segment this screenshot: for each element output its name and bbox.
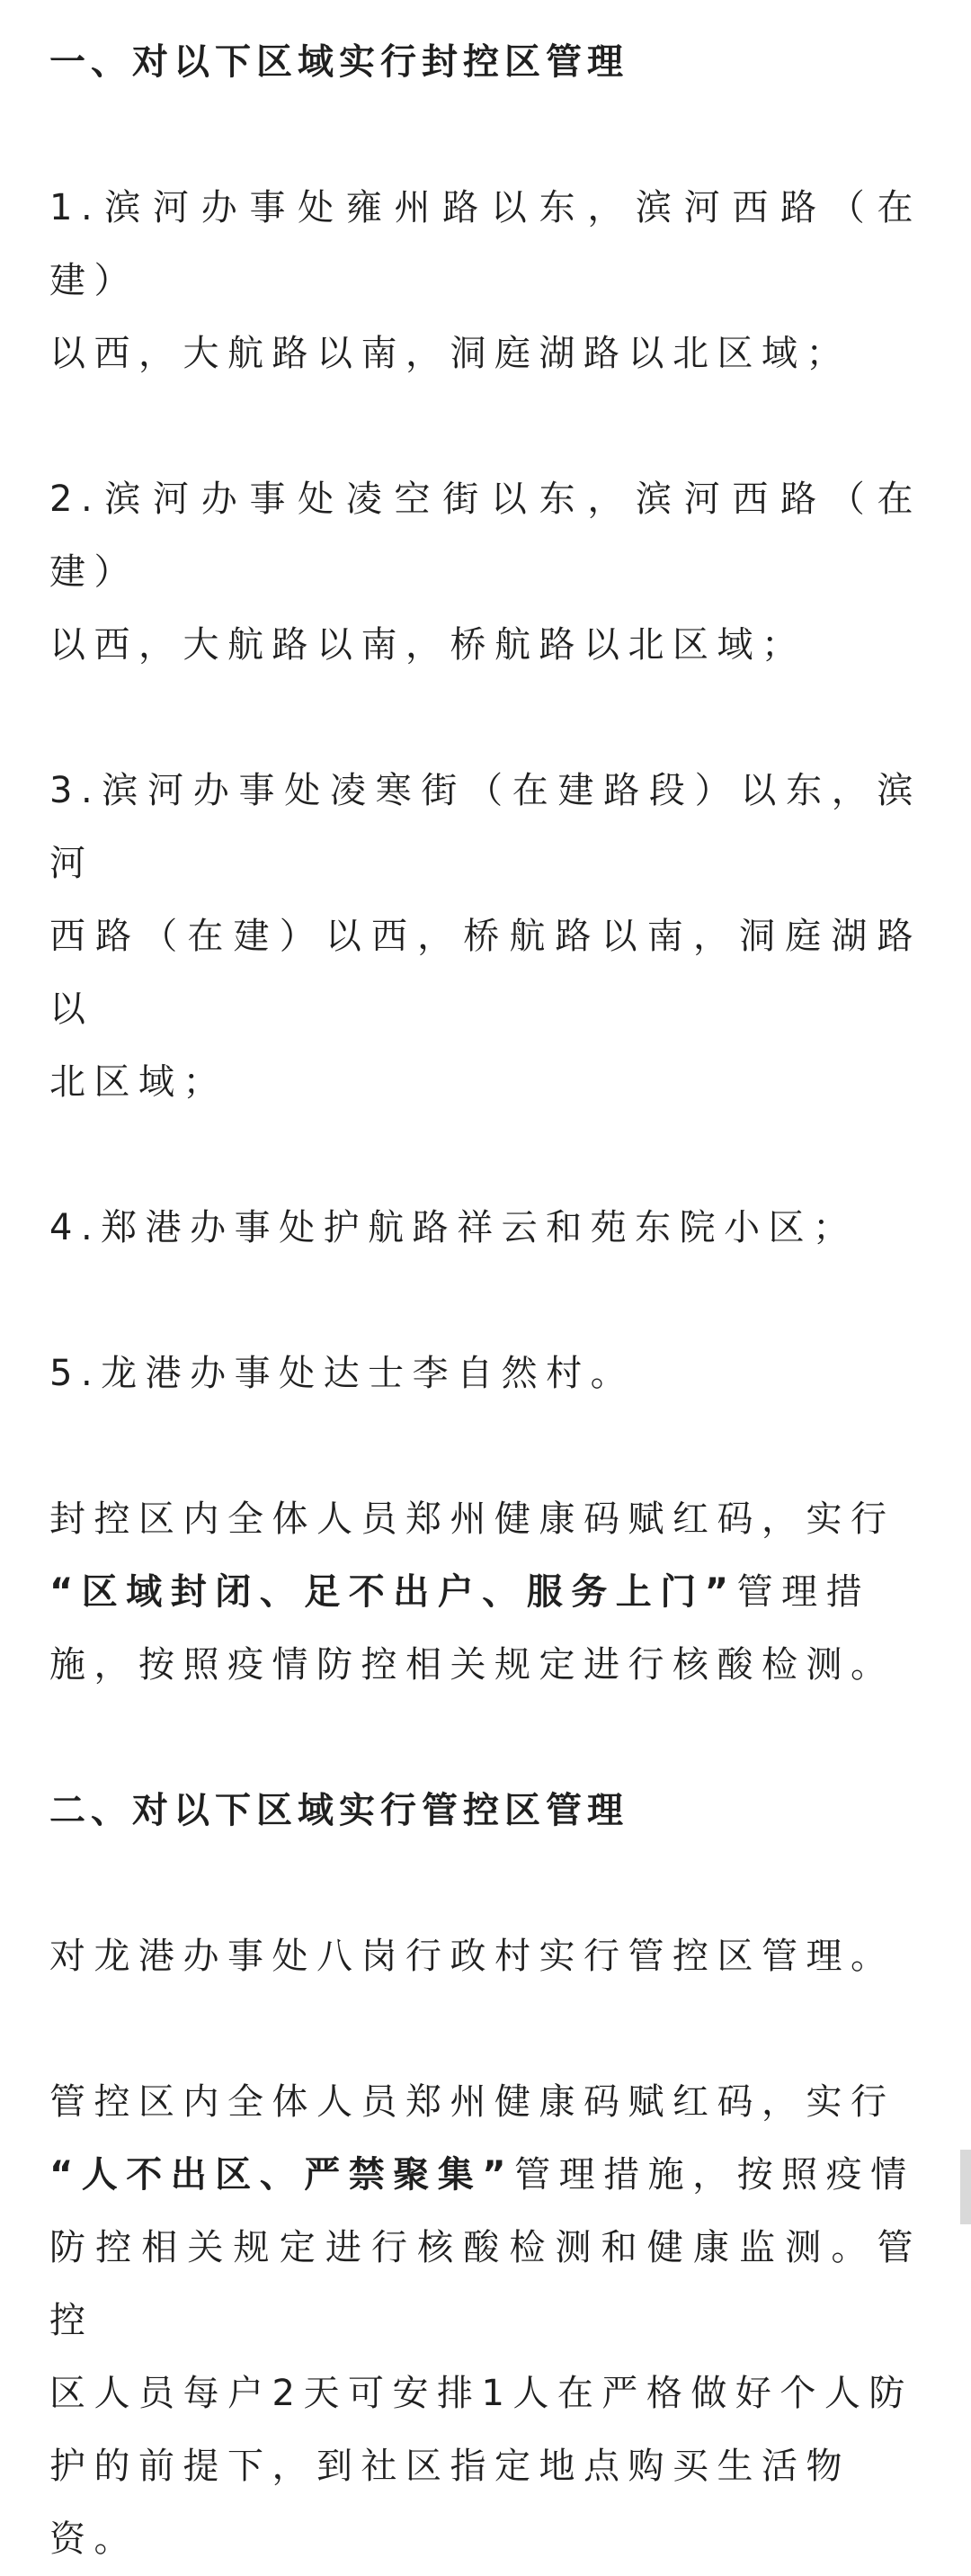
measures1-line1: 封控区内全体人员郑州健康码赋红码，实行: [49, 1498, 895, 1540]
section1-heading: 一、对以下区域实行封控区管理: [49, 41, 628, 83]
measures1-line2-rest: 管理措: [736, 1571, 871, 1613]
item3-line2: 西路（在建）以西，桥航路以南，洞庭湖路以: [49, 916, 922, 1030]
item5-line1: 5.龙港办事处达士李自然村。: [49, 1353, 636, 1394]
list-item: [49, 1337, 922, 1410]
section2-heading: 二、对以下区域实行管控区管理: [49, 1790, 628, 1831]
measures2-line6: 资。: [49, 2518, 138, 2560]
measures2-line2: [49, 2139, 922, 2212]
list-item: [49, 1192, 922, 1265]
measures2-line3: 防控相关规定进行核酸检测和健康监测。管控: [49, 2227, 922, 2341]
item1-line1: 1.滨河办事处雍州路以东，滨河西路（在建）: [49, 187, 922, 301]
item4-line1: 4.郑港办事处护航路祥云和苑东院小区；: [49, 1207, 858, 1248]
measures2-line5: 护的前提下，到社区指定地点购买生活物: [49, 2446, 851, 2487]
measures1-emphasis: “区域封闭、足不出户、服务上门”: [49, 1571, 737, 1613]
item3-line1: 3.滨河办事处凌寒街（在建路段）以东，滨河: [49, 770, 922, 884]
measures2-emphasis: “人不出区、严禁聚集”: [49, 2154, 515, 2196]
list-item: [49, 463, 922, 682]
measures2-line4: 区人员每户2天可安排1人在严格做好个人防: [49, 2373, 913, 2414]
measures2-line2-rest: 管理措施，按照疫情: [514, 2154, 915, 2196]
section2-measures: [49, 2066, 922, 2576]
item3-line3: 北区域；: [49, 1061, 227, 1103]
section1-measures: [49, 1483, 922, 1702]
item2-line2: 以西，大航路以南，桥航路以北区域；: [49, 624, 806, 666]
item1-line2: 以西，大航路以南，洞庭湖路以北区域；: [49, 333, 851, 374]
measures2-line1: 管控区内全体人员郑州健康码赋红码，实行: [49, 2081, 895, 2123]
measures1-line2: [49, 1556, 922, 1629]
list-item: [49, 172, 922, 390]
list-item: [49, 755, 922, 1119]
measures1-line3: 施，按照疫情防控相关规定进行核酸检测。: [49, 1644, 895, 1686]
section2-item: 对龙港办事处八岗行政村实行管控区管理。: [49, 1936, 895, 1977]
item2-line1: 2.滨河办事处凌空街以东，滨河西路（在建）: [49, 479, 922, 593]
scroll-edge-shadow: [960, 2150, 971, 2224]
article-body: [49, 0, 922, 2576]
